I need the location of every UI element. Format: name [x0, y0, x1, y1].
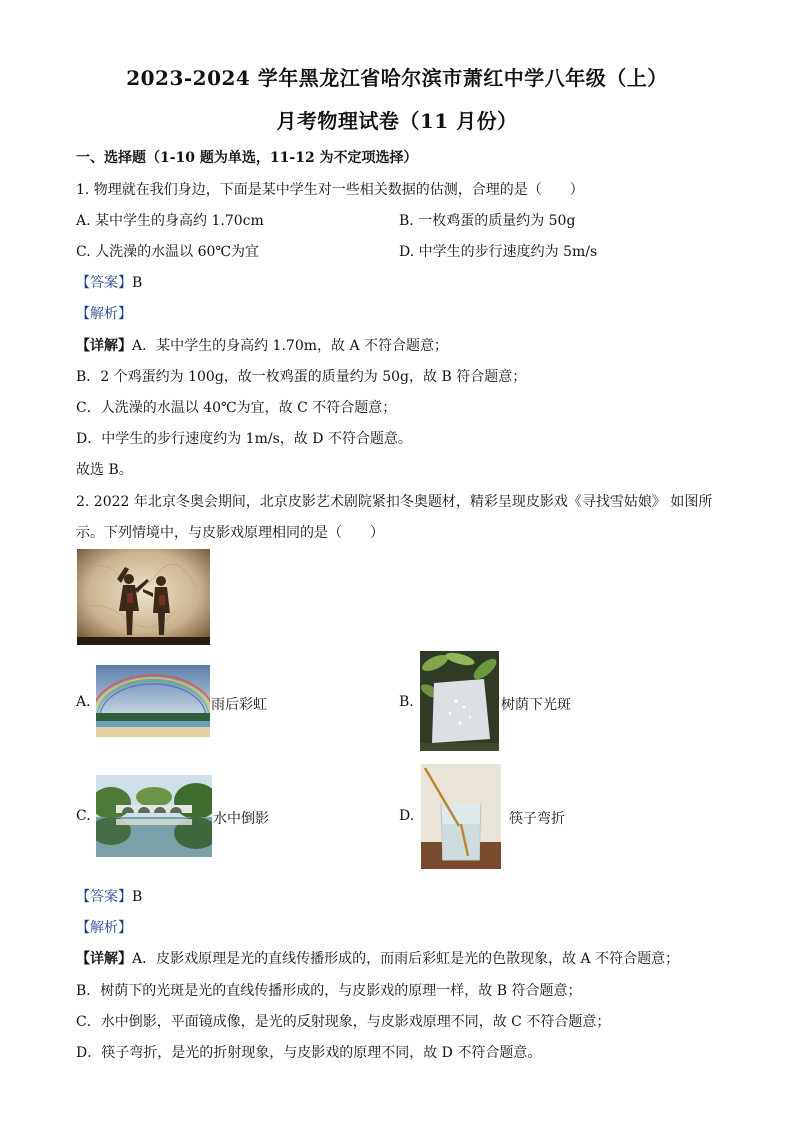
q1-detail-line	[76, 335, 448, 355]
q1-detail-c: C．人洗澡的水温以 40℃为宜，故 C 不符合题意；	[76, 400, 397, 416]
q1-option-d: D. 中学生的步行速度约为 5m/s	[399, 244, 598, 260]
q2-option-d-letter: D.	[399, 808, 415, 824]
q2-detail-d: D．筷子弯折，是光的折射现象，与皮影戏的原理不同，故 D 不符合题意。	[76, 1045, 542, 1061]
exam-title-line1: 2023-2024 学年黑龙江省哈尔滨市萧红中学八年级（上）	[126, 66, 668, 90]
q1-option-b: B. 一枚鸡蛋的质量约为 50g	[399, 213, 576, 229]
q1-option-a: A. 某中学生的身高约 1.70cm	[76, 213, 264, 229]
q1-conclusion: 故选 B。	[76, 462, 133, 478]
q2-option-b-letter: B.	[399, 694, 414, 710]
q2-answer-tag: 【答案】	[76, 889, 132, 905]
q2-stem-line2: 示。下列情境中，与皮影戏原理相同的是（ ）	[76, 525, 384, 541]
q2-option-d-caption: 筷子弯折	[509, 811, 565, 827]
shadow-puppet-photo	[77, 549, 210, 645]
q1-detail-tag: 【详解】	[76, 338, 132, 354]
q1-answer-tag: 【答案】	[76, 275, 132, 291]
q2-option-c-caption: 水中倒影	[213, 811, 269, 827]
q2-answer	[76, 886, 142, 906]
q2-detail-a: A．皮影戏原理是光的直线传播形成的，而雨后彩虹是光的色散现象，故 A 不符合题意；	[132, 951, 680, 967]
q2-detail-c: C．水中倒影，平面镜成像，是光的反射现象，与皮影戏原理不同，故 C 不符合题意；	[76, 1014, 611, 1030]
chopstick-in-water-photo	[421, 764, 501, 869]
bridge-reflection-photo	[96, 775, 212, 857]
q1-analysis-tag: 【解析】	[76, 306, 132, 322]
q1-stem: 1. 物理就在我们身边，下面是某中学生对一些相关数据的估测，合理的是（ ）	[76, 182, 584, 198]
q2-detail-b: B．树荫下的光斑是光的直线传播形成的，与皮影戏的原理一样，故 B 符合题意；	[76, 983, 582, 999]
q2-option-c-letter: C.	[76, 808, 91, 824]
section-heading: 一、选择题（1-10 题为单选，11-12 为不定项选择）	[76, 150, 418, 166]
q2-option-a-letter: A.	[76, 694, 91, 710]
q2-analysis-tag: 【解析】	[76, 920, 132, 936]
rainbow-photo	[96, 665, 210, 737]
q2-detail-line	[76, 948, 679, 968]
q2-option-a-caption: 雨后彩虹	[211, 697, 267, 713]
q1-answer-value: B	[132, 275, 143, 291]
q2-detail-tag: 【详解】	[76, 951, 132, 967]
q1-detail-d: D．中学生的步行速度约为 1m/s，故 D 不符合题意。	[76, 431, 412, 447]
light-spots-photo	[420, 651, 499, 751]
q1-option-c: C. 人洗澡的水温以 60℃为宜	[76, 244, 260, 260]
q2-option-b-caption: 树荫下光斑	[501, 697, 571, 713]
q1-detail-b: B．2 个鸡蛋约为 100g，故一枚鸡蛋的质量约为 50g，故 B 符合题意；	[76, 369, 527, 385]
q1-answer	[76, 272, 142, 292]
q1-detail-a: A．某中学生的身高约 1.70m，故 A 不符合题意；	[132, 338, 449, 354]
q2-stem-line1: 2. 2022 年北京冬奥会期间，北京皮影艺术剧院紧扣冬奥题材，精彩呈现皮影戏《寻找雪姑娘》 如图所	[76, 494, 713, 510]
exam-title-line2: 月考物理试卷（11 月份）	[276, 109, 518, 133]
q2-answer-value: B	[132, 889, 143, 905]
